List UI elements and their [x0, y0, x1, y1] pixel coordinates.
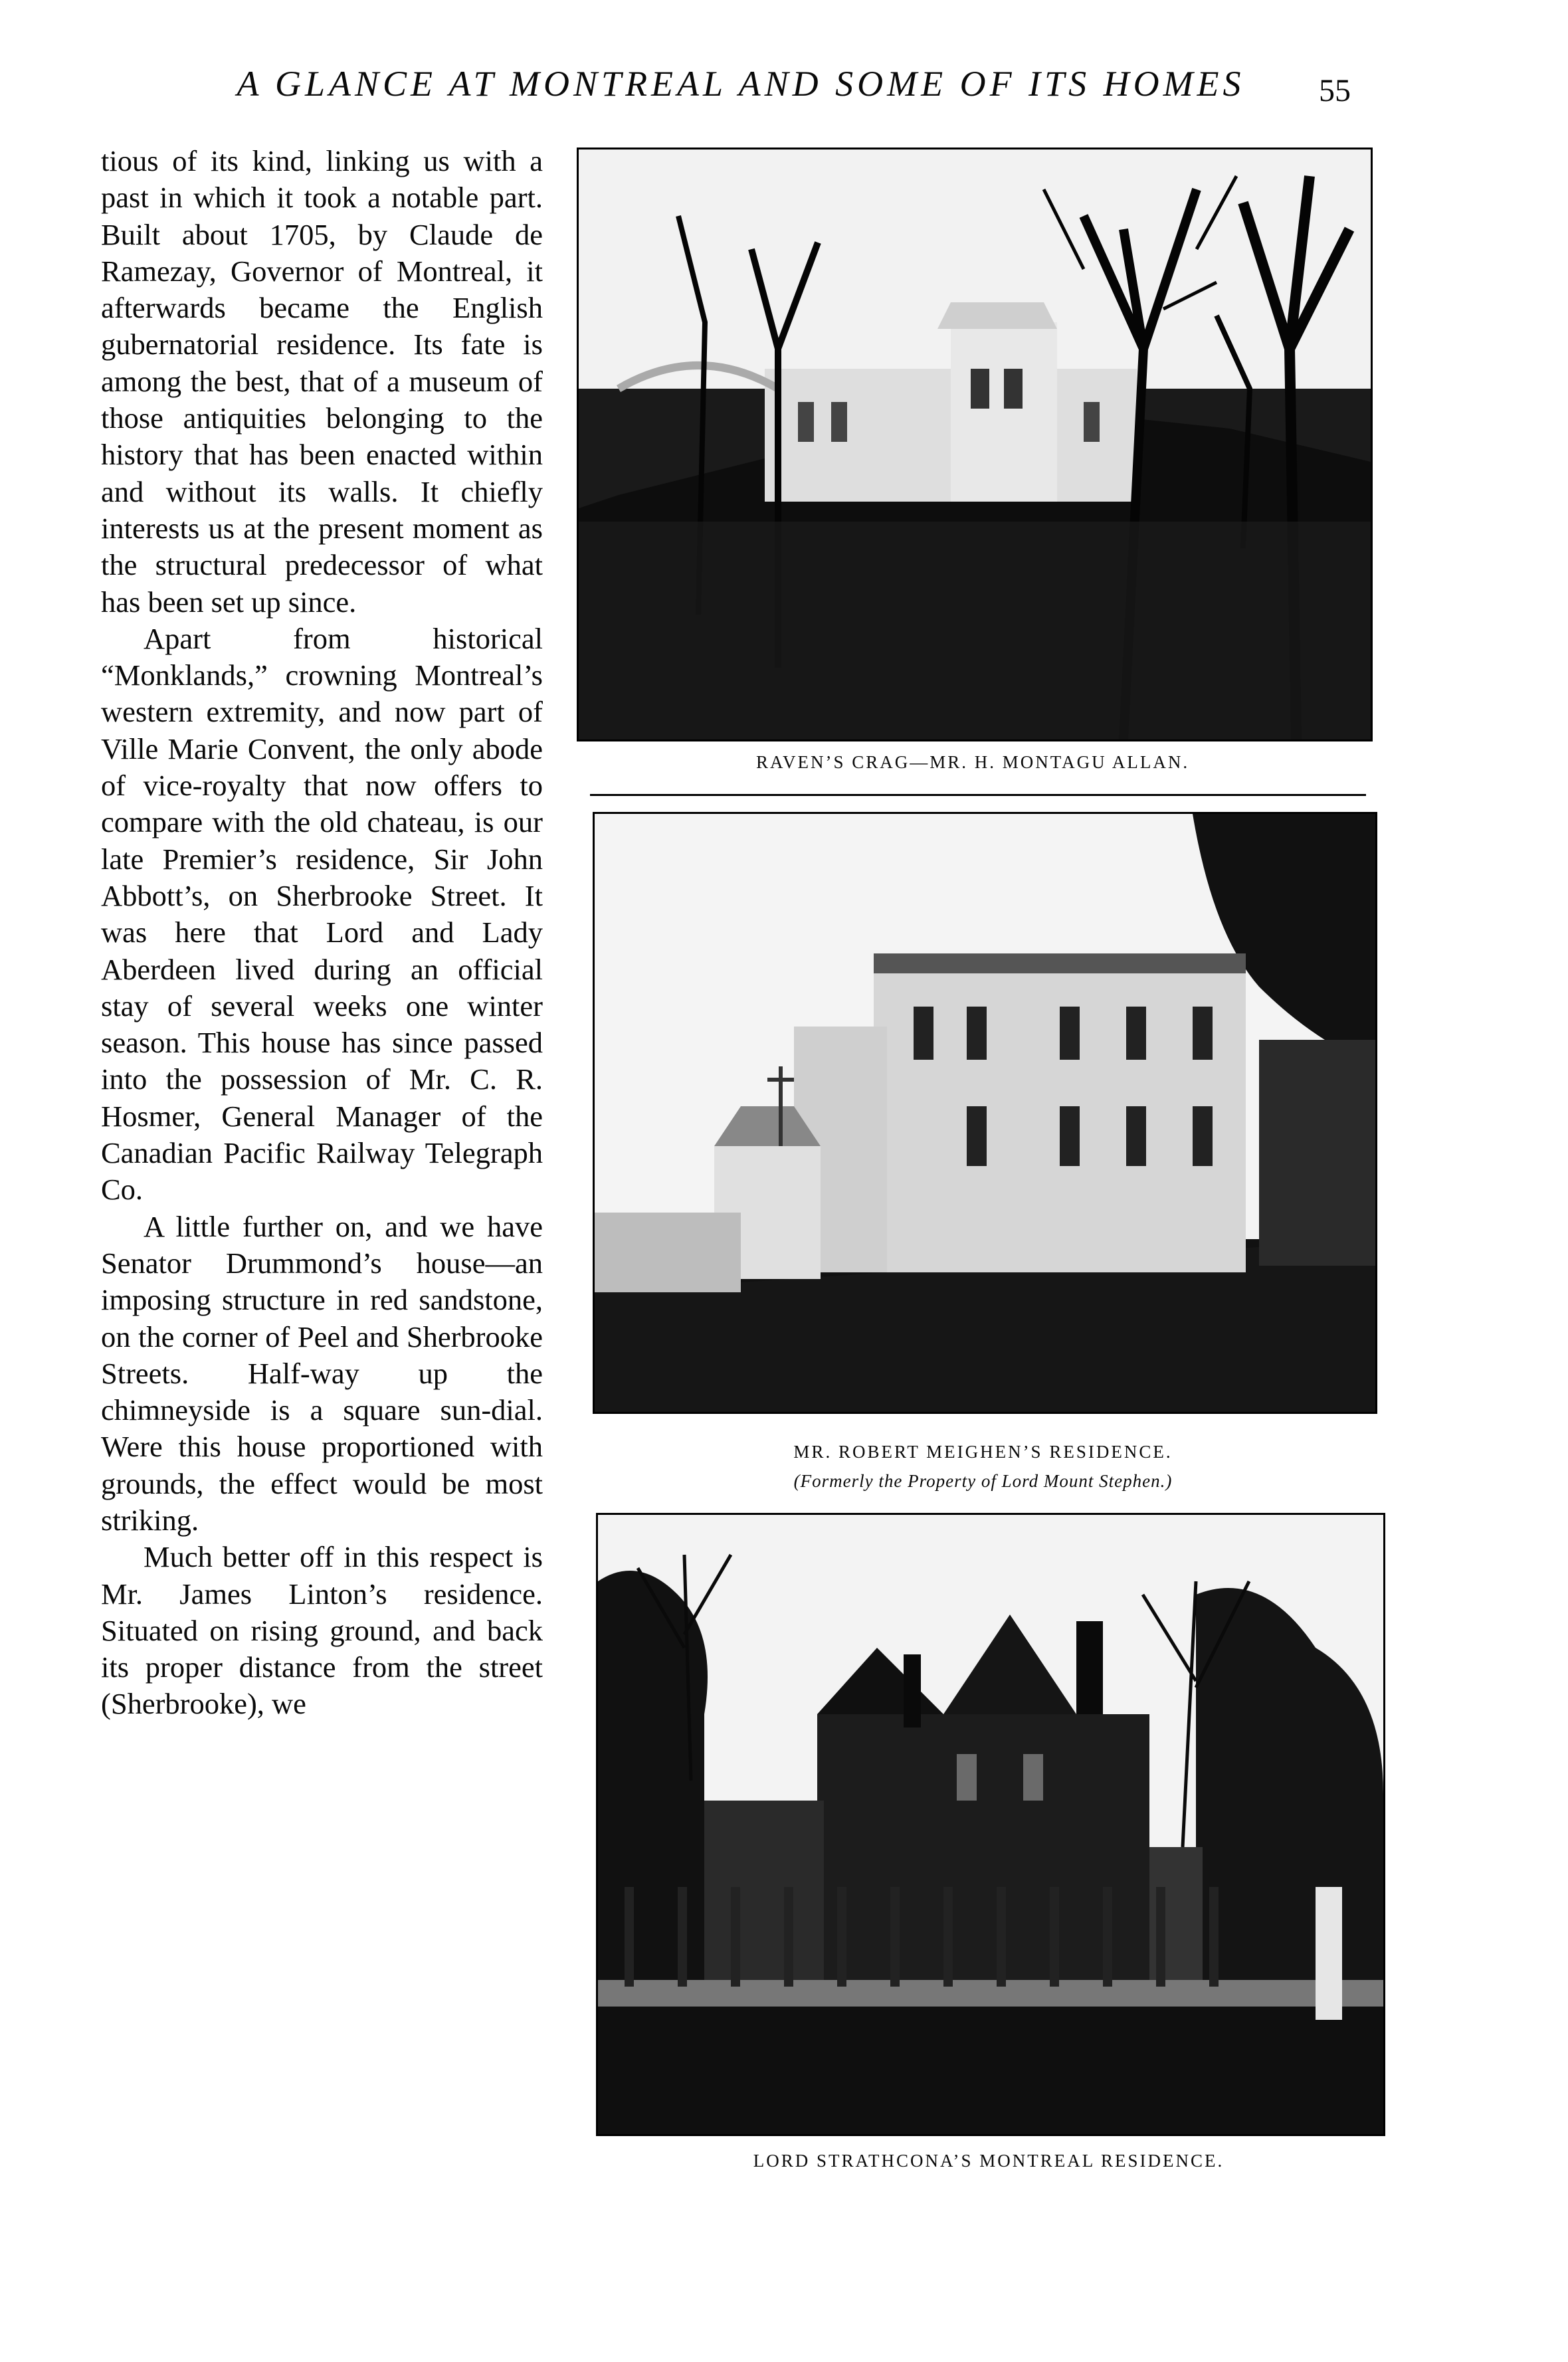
paragraph: Much better off in this respect is Mr. James Linton’s residence. Situated on rising ground, and back its proper distance from the street (Sherbrooke), we — [101, 1540, 543, 1721]
article-text-column — [101, 143, 543, 1723]
caption-meighen-residence: MR. ROBERT MEIGHEN’S RESIDENCE. — [793, 1442, 1173, 1462]
photo-meighen-residence — [593, 812, 1377, 1414]
divider — [590, 794, 1366, 796]
photo-ravens-crag — [577, 148, 1373, 741]
running-title: A GLANCE AT MONTREAL AND SOME OF ITS HOMES — [237, 64, 1245, 104]
photo-strathcona-residence — [596, 1513, 1385, 2136]
paragraph: Apart from historical “Monklands,” crowning Montreal’s western extremity, and now part of Ville Marie Convent, the only abode of vice-royalty that now offers to compare with the old chateau, is our late Premier’s residence, Sir John Abbott’s, on Sherbrooke Street. It was here that Lord and Lady Aberdeen lived during an official stay of several weeks one winter season. This house has since passed into the possession of Mr. C. R. Hosmer, General Manager of the Canadian Pacific Railway Telegraph Co. — [101, 621, 543, 1207]
paragraph: tious of its kind, linking us with a past in which it took a notable part. Built about 1705, by Claude de Ramezay, Governor of Montreal, it afterwards became the English gubernatorial residence. Its fate is among the best, that of a museum of those antiquities belonging to the history that has been enacted within and without its walls. It chiefly interests us at the present moment as the structural predecessor of what has been set up since. — [101, 144, 543, 619]
page-number: 55 — [1319, 73, 1351, 108]
paragraph: A little further on, and we have Senator Drummond’s house—an imposing structure in red sandstone, on the corner of Peel and Sherbrooke Streets. Half-way up the chimneyside is a square sun-dial. Were this house proportioned with grounds, the effect would be most striking. — [101, 1209, 543, 1537]
subcaption-meighen-residence: (Formerly the Property of Lord Mount Stephen.) — [793, 1471, 1173, 1491]
caption-ravens-crag: RAVEN’S CRAG—MR. H. MONTAGU ALLAN. — [755, 752, 1190, 772]
caption-strathcona-residence: LORD STRATHCONA’S MONTREAL RESIDENCE. — [753, 2151, 1225, 2171]
page-header — [0, 63, 1568, 123]
